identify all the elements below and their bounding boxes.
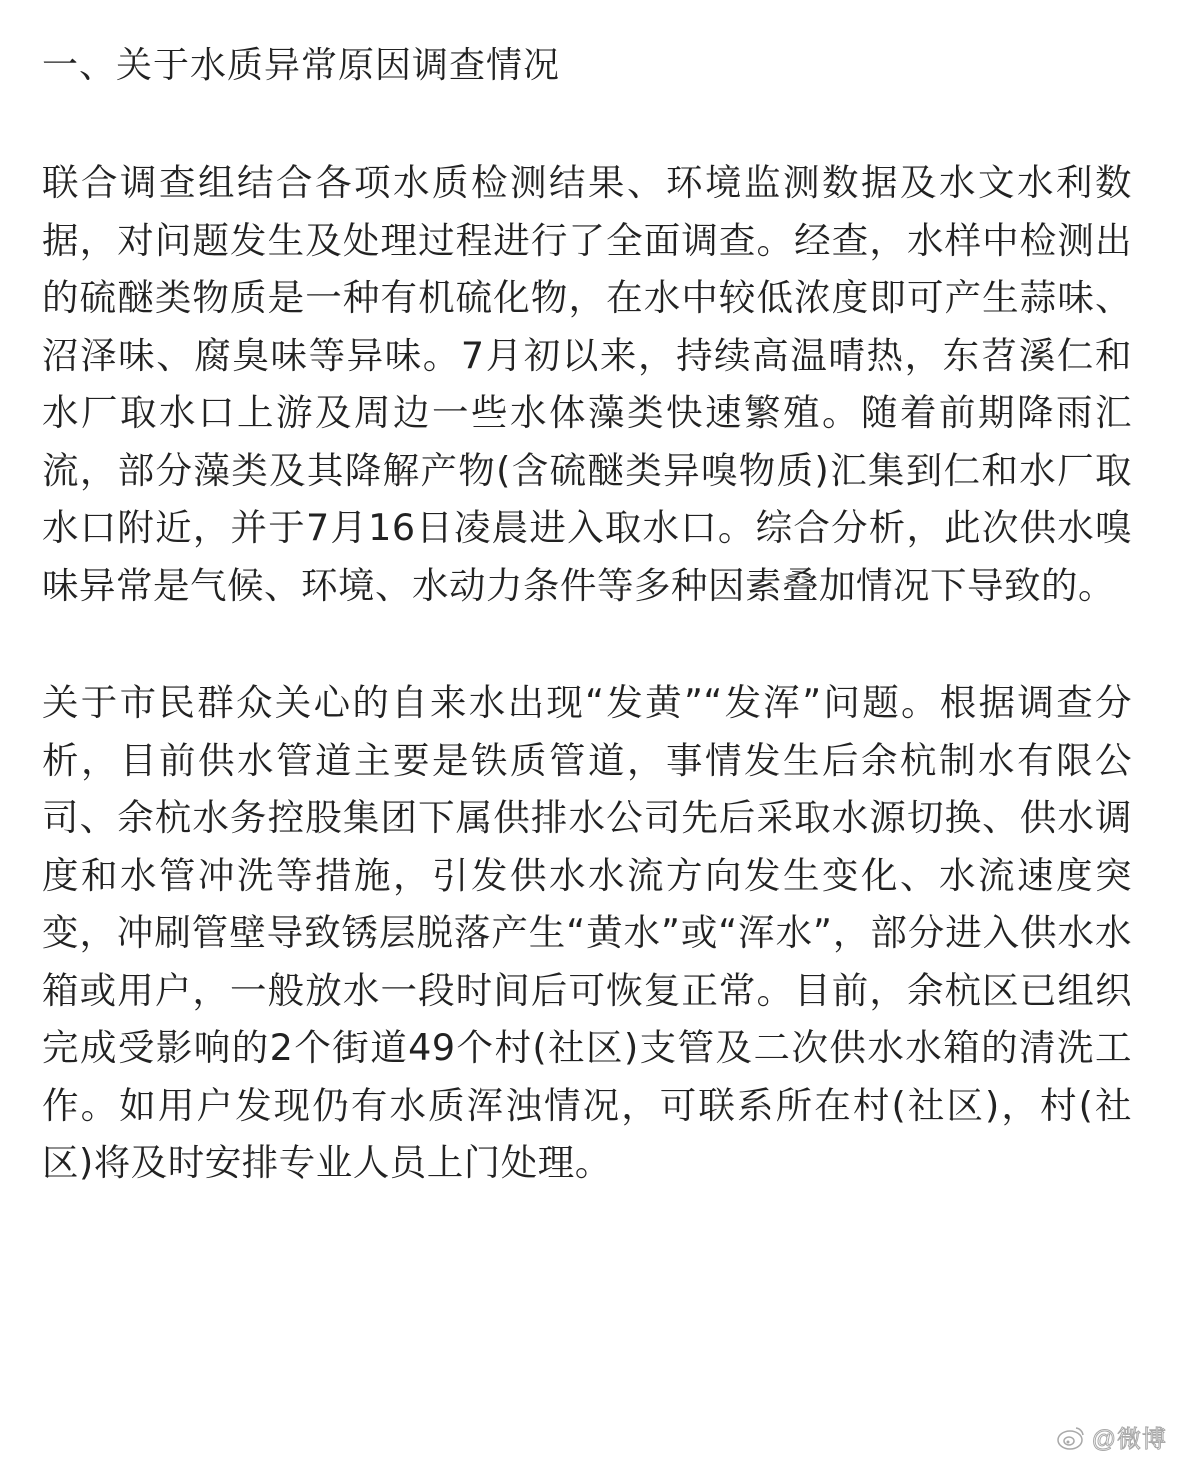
watermark-text: @微博	[1091, 1426, 1167, 1453]
section-heading: 一、关于水质异常原因调查情况	[42, 45, 561, 86]
article-body	[42, 38, 1132, 1192]
paragraph-water-quality-cause: 联合调查组结合各项水质检测结果、环境监测数据及水文水利数据，对问题发生及处理过程进行了全面调查。经查，水样中检测出的硫醚类物质是一种有机硫化物，在水中较低浓度即可产生蒜味、沼泽味、腐臭味等异味。7月初以来，持续高温晴热，东苕溪仁和水厂取水口上游及周边一些水体藻类快速繁殖。随着前期降雨汇流，部分藻类及其降解产物(含硫醚类异嗅物质)汇集到仁和水厂取水口附近，并于7月16日凌晨进入取水口。综合分析，此次供水嗅味异常是气候、环境、水动力条件等多种因素叠加情况下导致的。	[42, 161, 1132, 607]
weibo-logo-icon	[1056, 1422, 1086, 1452]
paragraph-yellow-water-issue: 关于市民群众关心的自来水出现“发黄”“发浑”问题。根据调查分析，目前供水管道主要是铁质管道，事情发生后余杭制水有限公司、余杭水务控股集团下属供排水公司先后采取水源切换、供水调度和水管冲洗等措施，引发供水水流方向发生变化、水流速度突变，冲刷管壁导致锈层脱落产生“黄水”或“浑水”，部分进入供水水箱或用户，一般放水一段时间后可恢复正常。目前，余杭区已组织完成受影响的2个街道49个村(社区)支管及二次供水水箱的清洗工作。如用户发现仍有水质浑浊情况，可联系所在村(社区)，村(社区)将及时安排专业人员上门处理。	[42, 681, 1132, 1184]
watermark	[1056, 1419, 1167, 1454]
